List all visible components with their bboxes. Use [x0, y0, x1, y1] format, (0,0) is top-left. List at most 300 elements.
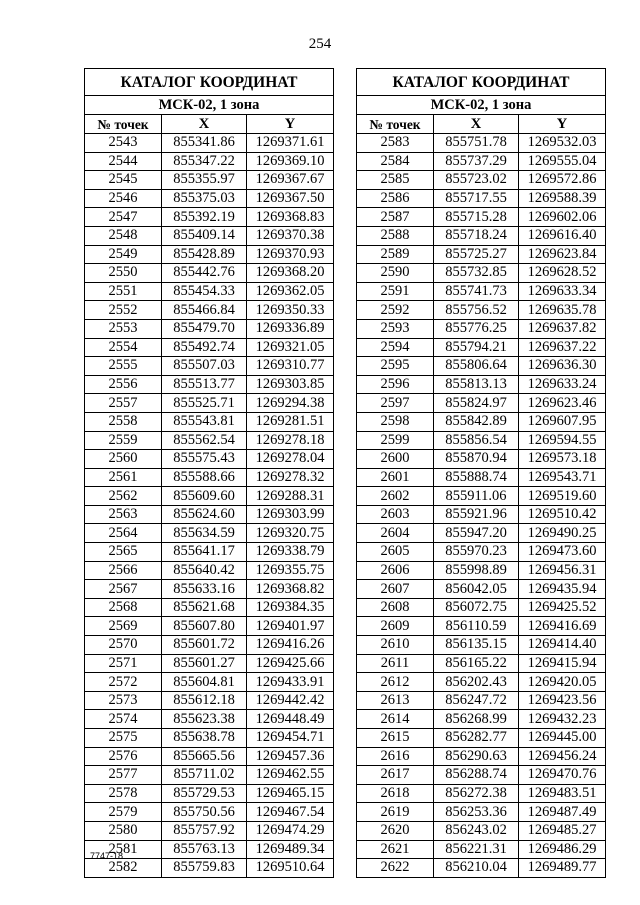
y-coordinate-cell: 1269543.71 [519, 468, 606, 487]
x-coordinate-cell: 855623.38 [162, 710, 247, 729]
y-coordinate-cell: 1269573.18 [519, 450, 606, 469]
x-coordinate-cell: 856110.59 [434, 617, 519, 636]
table-row [85, 617, 334, 636]
point-number-cell: 2566 [85, 561, 162, 580]
table-row [85, 784, 334, 803]
y-coordinate-cell: 1269607.95 [519, 412, 606, 431]
point-number-cell: 2581 [85, 840, 162, 859]
point-number-cell: 2605 [357, 543, 434, 562]
table-row [85, 450, 334, 469]
point-number-cell: 2613 [357, 691, 434, 710]
point-number-cell: 2575 [85, 729, 162, 748]
point-number-cell: 2549 [85, 245, 162, 264]
point-number-cell: 2620 [357, 821, 434, 840]
x-coordinate-cell: 855479.70 [162, 319, 247, 338]
x-coordinate-cell: 855717.55 [434, 189, 519, 208]
table-row [357, 171, 606, 190]
x-coordinate-cell: 855601.72 [162, 636, 247, 655]
point-number-cell: 2599 [357, 431, 434, 450]
x-coordinate-cell: 855921.96 [434, 505, 519, 524]
x-coordinate-cell: 855729.53 [162, 784, 247, 803]
y-coordinate-cell: 1269628.52 [519, 264, 606, 283]
table-row [357, 282, 606, 301]
table-row [85, 561, 334, 580]
point-number-cell: 2593 [357, 319, 434, 338]
column-header-x: X [434, 115, 519, 134]
table-row [357, 487, 606, 506]
y-coordinate-cell: 1269281.51 [247, 412, 334, 431]
y-coordinate-cell: 1269433.91 [247, 673, 334, 692]
x-coordinate-cell: 855751.78 [434, 134, 519, 153]
table-row [357, 431, 606, 450]
x-coordinate-cell: 856268.99 [434, 710, 519, 729]
x-coordinate-cell: 856072.75 [434, 598, 519, 617]
y-coordinate-cell: 1269414.40 [519, 636, 606, 655]
table-row [85, 747, 334, 766]
x-coordinate-cell: 855750.56 [162, 803, 247, 822]
footer-document-code: 7747-18 [90, 851, 124, 861]
point-number-cell: 2552 [85, 301, 162, 320]
y-coordinate-cell: 1269588.39 [519, 189, 606, 208]
table-row [357, 598, 606, 617]
table-row [85, 394, 334, 413]
table-row [357, 375, 606, 394]
x-coordinate-cell: 856272.38 [434, 784, 519, 803]
y-coordinate-cell: 1269416.69 [519, 617, 606, 636]
table-row [85, 598, 334, 617]
table-row [357, 766, 606, 785]
table-row [357, 208, 606, 227]
point-number-cell: 2588 [357, 226, 434, 245]
table-row [357, 710, 606, 729]
x-coordinate-cell: 855442.76 [162, 264, 247, 283]
x-coordinate-cell: 855641.17 [162, 543, 247, 562]
point-number-cell: 2601 [357, 468, 434, 487]
y-coordinate-cell: 1269454.71 [247, 729, 334, 748]
table-row [85, 636, 334, 655]
x-coordinate-cell: 855454.33 [162, 282, 247, 301]
x-coordinate-cell: 856135.15 [434, 636, 519, 655]
y-coordinate-cell: 1269368.20 [247, 264, 334, 283]
y-coordinate-cell: 1269532.03 [519, 134, 606, 153]
table-row [85, 319, 334, 338]
y-coordinate-cell: 1269278.18 [247, 431, 334, 450]
y-coordinate-cell: 1269510.64 [247, 859, 334, 878]
x-coordinate-cell: 855575.43 [162, 450, 247, 469]
y-coordinate-cell: 1269467.54 [247, 803, 334, 822]
table-row [85, 580, 334, 599]
table-row [357, 617, 606, 636]
y-coordinate-cell: 1269555.04 [519, 152, 606, 171]
point-number-cell: 2611 [357, 654, 434, 673]
point-number-cell: 2545 [85, 171, 162, 190]
x-coordinate-cell: 856202.43 [434, 673, 519, 692]
x-coordinate-cell: 855763.13 [162, 840, 247, 859]
x-coordinate-cell: 856243.02 [434, 821, 519, 840]
catalog-subtitle: МСК-02, 1 зона [85, 96, 334, 115]
y-coordinate-cell: 1269633.24 [519, 375, 606, 394]
x-coordinate-cell: 855776.25 [434, 319, 519, 338]
y-coordinate-cell: 1269470.76 [519, 766, 606, 785]
table-row [85, 431, 334, 450]
x-coordinate-cell: 856288.74 [434, 766, 519, 785]
table-row [357, 580, 606, 599]
table-row [85, 468, 334, 487]
point-number-cell: 2614 [357, 710, 434, 729]
page-number: 254 [308, 36, 332, 52]
y-coordinate-cell: 1269294.38 [247, 394, 334, 413]
x-coordinate-cell: 855759.83 [162, 859, 247, 878]
x-coordinate-cell: 856165.22 [434, 654, 519, 673]
x-coordinate-cell: 855756.52 [434, 301, 519, 320]
x-coordinate-cell: 856042.05 [434, 580, 519, 599]
point-number-cell: 2563 [85, 505, 162, 524]
coordinate-catalog-left [84, 68, 334, 878]
point-number-cell: 2568 [85, 598, 162, 617]
y-coordinate-cell: 1269336.89 [247, 319, 334, 338]
y-coordinate-cell: 1269432.23 [519, 710, 606, 729]
point-number-cell: 2564 [85, 524, 162, 543]
y-coordinate-cell: 1269368.83 [247, 208, 334, 227]
y-coordinate-cell: 1269401.97 [247, 617, 334, 636]
y-coordinate-cell: 1269278.04 [247, 450, 334, 469]
table-row [357, 673, 606, 692]
x-coordinate-cell: 855507.03 [162, 357, 247, 376]
y-coordinate-cell: 1269448.49 [247, 710, 334, 729]
table-row [85, 282, 334, 301]
table-row [357, 784, 606, 803]
point-number-cell: 2561 [85, 468, 162, 487]
x-coordinate-cell: 855640.42 [162, 561, 247, 580]
x-coordinate-cell: 855624.60 [162, 505, 247, 524]
y-coordinate-cell: 1269423.56 [519, 691, 606, 710]
point-number-cell: 2560 [85, 450, 162, 469]
point-number-cell: 2558 [85, 412, 162, 431]
x-coordinate-cell: 855737.29 [434, 152, 519, 171]
table-row [85, 245, 334, 264]
y-coordinate-cell: 1269367.50 [247, 189, 334, 208]
x-coordinate-cell: 856253.36 [434, 803, 519, 822]
y-coordinate-cell: 1269367.67 [247, 171, 334, 190]
y-coordinate-cell: 1269623.46 [519, 394, 606, 413]
point-number-cell: 2557 [85, 394, 162, 413]
y-coordinate-cell: 1269362.05 [247, 282, 334, 301]
y-coordinate-cell: 1269445.00 [519, 729, 606, 748]
x-coordinate-cell: 855813.13 [434, 375, 519, 394]
x-coordinate-cell: 855711.02 [162, 766, 247, 785]
table-row [85, 171, 334, 190]
y-coordinate-cell: 1269623.84 [519, 245, 606, 264]
point-number-cell: 2604 [357, 524, 434, 543]
point-number-cell: 2555 [85, 357, 162, 376]
point-number-cell: 2591 [357, 282, 434, 301]
table-row [85, 821, 334, 840]
x-coordinate-cell: 855718.24 [434, 226, 519, 245]
table-row [357, 636, 606, 655]
x-coordinate-cell: 855543.81 [162, 412, 247, 431]
point-number-cell: 2578 [85, 784, 162, 803]
table-row [85, 301, 334, 320]
point-number-cell: 2580 [85, 821, 162, 840]
x-coordinate-cell: 855601.27 [162, 654, 247, 673]
point-number-cell: 2554 [85, 338, 162, 357]
y-coordinate-cell: 1269637.22 [519, 338, 606, 357]
table-row [85, 338, 334, 357]
x-coordinate-cell: 855725.27 [434, 245, 519, 264]
point-number-cell: 2544 [85, 152, 162, 171]
table-row [85, 766, 334, 785]
x-coordinate-cell: 855715.28 [434, 208, 519, 227]
table-row [85, 134, 334, 153]
point-number-cell: 2572 [85, 673, 162, 692]
point-number-cell: 2596 [357, 375, 434, 394]
y-coordinate-cell: 1269594.55 [519, 431, 606, 450]
y-coordinate-cell: 1269489.77 [519, 859, 606, 878]
table-row [357, 840, 606, 859]
x-coordinate-cell: 855638.78 [162, 729, 247, 748]
x-coordinate-cell: 856290.63 [434, 747, 519, 766]
y-coordinate-cell: 1269425.52 [519, 598, 606, 617]
x-coordinate-cell: 855375.03 [162, 189, 247, 208]
column-header-point-number: № точек [85, 115, 162, 134]
table-row [85, 487, 334, 506]
point-number-cell: 2603 [357, 505, 434, 524]
point-number-cell: 2565 [85, 543, 162, 562]
x-coordinate-cell: 855466.84 [162, 301, 247, 320]
y-coordinate-cell: 1269369.10 [247, 152, 334, 171]
x-coordinate-cell: 855347.22 [162, 152, 247, 171]
y-coordinate-cell: 1269320.75 [247, 524, 334, 543]
point-number-cell: 2618 [357, 784, 434, 803]
x-coordinate-cell: 855355.97 [162, 171, 247, 190]
point-number-cell: 2621 [357, 840, 434, 859]
point-number-cell: 2543 [85, 134, 162, 153]
point-number-cell: 2619 [357, 803, 434, 822]
table-row [85, 208, 334, 227]
x-coordinate-cell: 856247.72 [434, 691, 519, 710]
x-coordinate-cell: 855513.77 [162, 375, 247, 394]
column-header-y: Y [519, 115, 606, 134]
point-number-cell: 2546 [85, 189, 162, 208]
point-number-cell: 2609 [357, 617, 434, 636]
point-number-cell: 2598 [357, 412, 434, 431]
y-coordinate-cell: 1269485.27 [519, 821, 606, 840]
x-coordinate-cell: 855856.54 [434, 431, 519, 450]
x-coordinate-cell: 855634.59 [162, 524, 247, 543]
point-number-cell: 2615 [357, 729, 434, 748]
x-coordinate-cell: 855492.74 [162, 338, 247, 357]
point-number-cell: 2556 [85, 375, 162, 394]
point-number-cell: 2592 [357, 301, 434, 320]
y-coordinate-cell: 1269303.99 [247, 505, 334, 524]
table-row [85, 226, 334, 245]
table-row [357, 543, 606, 562]
table-row [357, 226, 606, 245]
table-row [357, 338, 606, 357]
x-coordinate-cell: 855741.73 [434, 282, 519, 301]
point-number-cell: 2574 [85, 710, 162, 729]
y-coordinate-cell: 1269636.30 [519, 357, 606, 376]
x-coordinate-cell: 855621.68 [162, 598, 247, 617]
x-coordinate-cell: 855665.56 [162, 747, 247, 766]
y-coordinate-cell: 1269435.94 [519, 580, 606, 599]
y-coordinate-cell: 1269474.29 [247, 821, 334, 840]
point-number-cell: 2586 [357, 189, 434, 208]
y-coordinate-cell: 1269278.32 [247, 468, 334, 487]
table-row [85, 264, 334, 283]
x-coordinate-cell: 855588.66 [162, 468, 247, 487]
y-coordinate-cell: 1269425.66 [247, 654, 334, 673]
table-row [85, 505, 334, 524]
y-coordinate-cell: 1269368.82 [247, 580, 334, 599]
x-coordinate-cell: 855428.89 [162, 245, 247, 264]
y-coordinate-cell: 1269456.24 [519, 747, 606, 766]
x-coordinate-cell: 855525.71 [162, 394, 247, 413]
point-number-cell: 2616 [357, 747, 434, 766]
catalog-title: КАТАЛОГ КООРДИНАТ [85, 69, 334, 96]
table-row [85, 357, 334, 376]
table-row [357, 821, 606, 840]
point-number-cell: 2550 [85, 264, 162, 283]
table-row [85, 654, 334, 673]
point-number-cell: 2547 [85, 208, 162, 227]
y-coordinate-cell: 1269486.29 [519, 840, 606, 859]
y-coordinate-cell: 1269456.31 [519, 561, 606, 580]
catalog-subtitle: МСК-02, 1 зона [357, 96, 606, 115]
y-coordinate-cell: 1269633.34 [519, 282, 606, 301]
x-coordinate-cell: 855341.86 [162, 134, 247, 153]
x-coordinate-cell: 855947.20 [434, 524, 519, 543]
table-row [357, 803, 606, 822]
y-coordinate-cell: 1269338.79 [247, 543, 334, 562]
y-coordinate-cell: 1269420.05 [519, 673, 606, 692]
point-number-cell: 2579 [85, 803, 162, 822]
y-coordinate-cell: 1269483.51 [519, 784, 606, 803]
y-coordinate-cell: 1269371.61 [247, 134, 334, 153]
column-header-x: X [162, 115, 247, 134]
x-coordinate-cell: 855998.89 [434, 561, 519, 580]
x-coordinate-cell: 855723.02 [434, 171, 519, 190]
point-number-cell: 2582 [85, 859, 162, 878]
y-coordinate-cell: 1269489.34 [247, 840, 334, 859]
table-row [357, 319, 606, 338]
y-coordinate-cell: 1269637.82 [519, 319, 606, 338]
y-coordinate-cell: 1269303.85 [247, 375, 334, 394]
y-coordinate-cell: 1269457.36 [247, 747, 334, 766]
y-coordinate-cell: 1269635.78 [519, 301, 606, 320]
x-coordinate-cell: 855562.54 [162, 431, 247, 450]
table-row [85, 803, 334, 822]
table-row [357, 264, 606, 283]
y-coordinate-cell: 1269487.49 [519, 803, 606, 822]
point-number-cell: 2590 [357, 264, 434, 283]
point-number-cell: 2573 [85, 691, 162, 710]
x-coordinate-cell: 856282.77 [434, 729, 519, 748]
table-row [85, 859, 334, 878]
y-coordinate-cell: 1269288.31 [247, 487, 334, 506]
table-row [357, 729, 606, 748]
x-coordinate-cell: 855409.14 [162, 226, 247, 245]
point-number-cell: 2610 [357, 636, 434, 655]
y-coordinate-cell: 1269310.77 [247, 357, 334, 376]
y-coordinate-cell: 1269465.15 [247, 784, 334, 803]
x-coordinate-cell: 855888.74 [434, 468, 519, 487]
table-row [357, 654, 606, 673]
point-number-cell: 2571 [85, 654, 162, 673]
y-coordinate-cell: 1269350.33 [247, 301, 334, 320]
table-row [357, 505, 606, 524]
point-number-cell: 2576 [85, 747, 162, 766]
y-coordinate-cell: 1269462.55 [247, 766, 334, 785]
y-coordinate-cell: 1269602.06 [519, 208, 606, 227]
table-row [357, 357, 606, 376]
x-coordinate-cell: 855970.23 [434, 543, 519, 562]
point-number-cell: 2577 [85, 766, 162, 785]
y-coordinate-cell: 1269416.26 [247, 636, 334, 655]
x-coordinate-cell: 856221.31 [434, 840, 519, 859]
table-row [85, 710, 334, 729]
column-header-point-number: № точек [357, 115, 434, 134]
point-number-cell: 2589 [357, 245, 434, 264]
table-row [357, 152, 606, 171]
x-coordinate-cell: 855806.64 [434, 357, 519, 376]
point-number-cell: 2602 [357, 487, 434, 506]
point-number-cell: 2551 [85, 282, 162, 301]
point-number-cell: 2606 [357, 561, 434, 580]
x-coordinate-cell: 855842.89 [434, 412, 519, 431]
x-coordinate-cell: 855612.18 [162, 691, 247, 710]
x-coordinate-cell: 855732.85 [434, 264, 519, 283]
point-number-cell: 2584 [357, 152, 434, 171]
table-row [357, 394, 606, 413]
table-row [357, 468, 606, 487]
x-coordinate-cell: 855392.19 [162, 208, 247, 227]
point-number-cell: 2608 [357, 598, 434, 617]
x-coordinate-cell: 855824.97 [434, 394, 519, 413]
point-number-cell: 2612 [357, 673, 434, 692]
table-row [357, 189, 606, 208]
point-number-cell: 2583 [357, 134, 434, 153]
y-coordinate-cell: 1269415.94 [519, 654, 606, 673]
table-row [357, 245, 606, 264]
y-coordinate-cell: 1269510.42 [519, 505, 606, 524]
y-coordinate-cell: 1269473.60 [519, 543, 606, 562]
x-coordinate-cell: 855911.06 [434, 487, 519, 506]
table-row [85, 189, 334, 208]
table-row [85, 543, 334, 562]
point-number-cell: 2607 [357, 580, 434, 599]
coordinate-catalog-right [356, 68, 606, 878]
point-number-cell: 2617 [357, 766, 434, 785]
table-row [357, 450, 606, 469]
table-row [85, 152, 334, 171]
table-row [85, 691, 334, 710]
point-number-cell: 2595 [357, 357, 434, 376]
x-coordinate-cell: 855794.21 [434, 338, 519, 357]
x-coordinate-cell: 855609.60 [162, 487, 247, 506]
table-row [357, 859, 606, 878]
y-coordinate-cell: 1269490.25 [519, 524, 606, 543]
y-coordinate-cell: 1269519.60 [519, 487, 606, 506]
point-number-cell: 2597 [357, 394, 434, 413]
y-coordinate-cell: 1269321.05 [247, 338, 334, 357]
point-number-cell: 2594 [357, 338, 434, 357]
table-row [357, 301, 606, 320]
point-number-cell: 2562 [85, 487, 162, 506]
x-coordinate-cell: 855633.16 [162, 580, 247, 599]
point-number-cell: 2587 [357, 208, 434, 227]
point-number-cell: 2622 [357, 859, 434, 878]
